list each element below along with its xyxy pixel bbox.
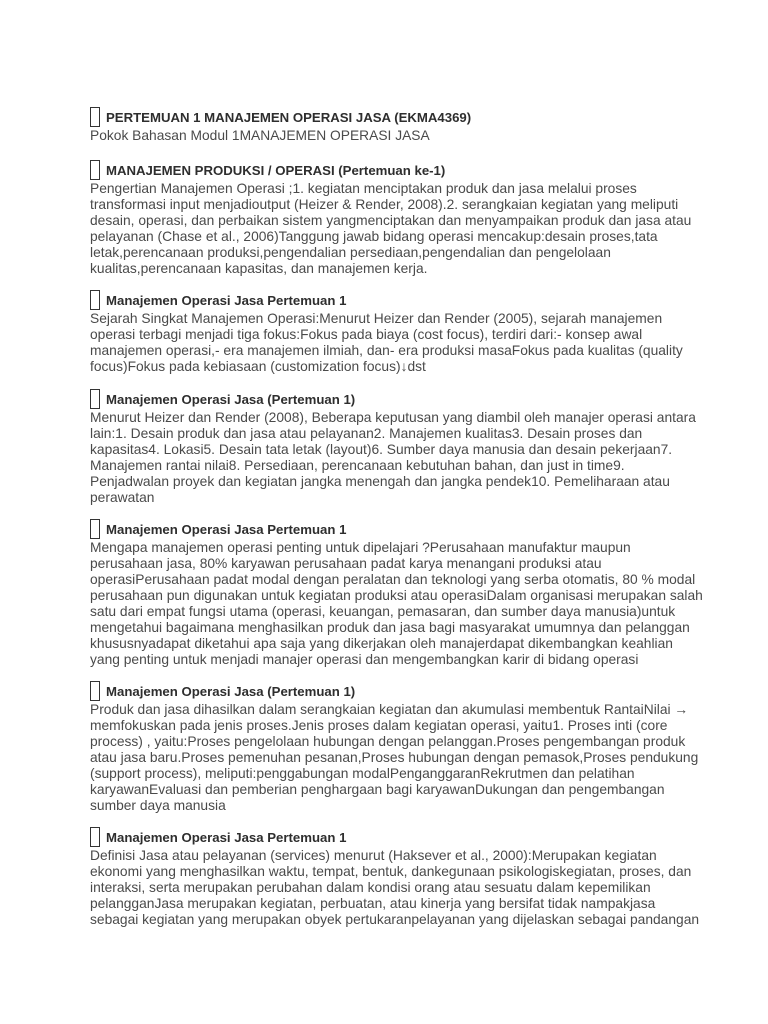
- missing-glyph-box-icon: [90, 107, 100, 127]
- paragraph-line: Mengapa manajemen operasi penting untuk dipelajari ?Perusahaan manufaktur maupun: [90, 540, 631, 555]
- paragraph-line: khususnyadapat diketahui apa saja yang dikerjakan oleh manajerdapat dikembangkan keahlian: [90, 636, 673, 651]
- paragraph-line: perusahaan pun digunakan untuk kegiatan produksi atau operasiDalam organisasi merupakan salah: [90, 588, 703, 603]
- paragraph-line: lain:1. Desain produk dan jasa atau pelayanan2. Manajemen kualitas3. Desain proses dan: [90, 426, 643, 441]
- paragraph-line: interaksi, serta merupakan perubahan dalam kondisi orang atau sesuatu dalam kepemilikan: [90, 880, 651, 895]
- paragraph-line: Manajemen rantai nilai8. Persediaan, perencanaan kebutuhan bahan, dan just in time9.: [90, 458, 625, 473]
- paragraph-line: sumber daya manusia: [90, 798, 226, 813]
- document-section: [90, 161, 730, 277]
- document-section: [90, 520, 730, 668]
- paragraph-line: sebagai kegiatan yang merupakan obyek pertukaranpelayanan yang dijelaskan sebagai pandangan: [90, 912, 700, 927]
- paragraph-line: (support process), meliputi:penggabungan modalPenganggaranRekrutmen dan pelatihan: [90, 766, 635, 781]
- missing-glyph-box-icon: [90, 160, 100, 180]
- paragraph-line: operasiPerusahaan padat modal dengan peralatan dan teknologi yang serba otomatis, 80 % modal: [90, 572, 696, 587]
- section-heading-text: Manajemen Operasi Jasa Pertemuan 1: [106, 293, 347, 308]
- paragraph-line: atau jasa baru.Proses pemenuhan pesanan,Proses hubungan dengan pemasok,Proses pendukung: [90, 750, 699, 765]
- section-heading: [90, 108, 730, 128]
- paragraph-line: desain, operasi, dan perbaikan sistem yangmenciptakan dan menyampaikan produk dan jasa atau: [90, 213, 692, 228]
- paragraph-line: Pokok Bahasan Modul 1MANAJEMEN OPERASI JASA: [90, 128, 430, 143]
- paragraph-line: perawatan: [90, 490, 155, 505]
- paragraph-line: focus)Fokus pada kebiasaan (customization focus)↓dst: [90, 359, 426, 374]
- document-section: [90, 390, 730, 506]
- paragraph-line: Produk dan jasa dihasilkan dalam serangkaian kegiatan dan akumulasi membentuk RantaiNilai →: [90, 702, 689, 717]
- document-section: [90, 828, 730, 928]
- paragraph-line: transformasi input menjadioutput (Heizer & Render, 2008).2. serangkaian kegiatan yang meliputi: [90, 197, 679, 212]
- paragraph-line: ekonomi yang menghasilkan waktu, tempat, bentuk, dankegunaan psikologiskegiatan, proses, dan: [90, 864, 692, 879]
- paragraph-line: Sejarah Singkat Manajemen Operasi:Menurut Heizer dan Render (2005), sejarah manajemen: [90, 311, 663, 326]
- section-heading: [90, 390, 730, 410]
- document-section: [90, 291, 730, 375]
- paragraph-line: pelayanan (Chase et al., 2006)Tanggung jawab bidang operasi mencakup:desain proses,tata: [90, 229, 658, 244]
- paragraph-line: manajemen operasi,- era manajemen ilmiah, dan- era produksi masaFokus pada kualitas (quality: [90, 343, 683, 358]
- paragraph-line: letak,perencanaan produksi,pengendalian persediaan,pengendalian dan pengelolaan: [90, 245, 611, 260]
- paragraph-line: operasi terbagi menjadi tiga fokus:Fokus pada biaya (cost focus), terdiri dari:- konsep awal: [90, 327, 643, 342]
- section-heading: [90, 291, 730, 311]
- missing-glyph-box-icon: [90, 827, 100, 847]
- paragraph-line: process) , yaitu:Proses pengelolaan hubungan dengan pelanggan.Proses pengembangan produk: [90, 734, 686, 749]
- paragraph-line: satu dari empat fungsi utama (operasi, keuangan, pemasaran, dan sumber daya manusia)untuk: [90, 604, 676, 619]
- paragraph-line: Definisi Jasa atau pelayanan (services) menurut (Haksever et al., 2000):Merupakan kegiatan: [90, 848, 657, 863]
- document-section: [90, 108, 730, 144]
- missing-glyph-box-icon: [90, 389, 100, 409]
- paragraph-line: Penjadwalan proyek dan kegiatan jangka menengah dan jangka pendek10. Pemeliharaan atau: [90, 474, 670, 489]
- paragraph-line: mengetahui bagaimana menghasilkan produk dan jasa bagi masyarakat umumnya dan pelanggan: [90, 620, 690, 635]
- section-heading: [90, 828, 730, 848]
- missing-glyph-box-icon: [90, 519, 100, 539]
- paragraph-line: Pengertian Manajemen Operasi ;1. kegiatan menciptakan produk dan jasa melalui proses: [90, 181, 637, 196]
- missing-glyph-box-icon: [90, 681, 100, 701]
- paragraph-line: memfokuskan pada jenis proses.Jenis proses dalam kegiatan operasi, yaitu1. Proses inti (core: [90, 718, 668, 733]
- section-heading: [90, 161, 730, 181]
- paragraph-line: kapasitas4. Lokasi5. Desain tata letak (layout)6. Sumber daya manusia dan desain pekerjaan7.: [90, 442, 673, 457]
- paragraph-line: perusahaan jasa, 80% karyawan perusahaan padat karya menangani produksi atau: [90, 556, 602, 571]
- section-heading: [90, 682, 730, 702]
- paragraph-line: Menurut Heizer dan Render (2008), Beberapa keputusan yang diambil oleh manajer operasi antara: [90, 410, 696, 425]
- missing-glyph-box-icon: [90, 290, 100, 310]
- document-section: [90, 682, 730, 814]
- paragraph-line: karyawanEvaluasi dan pemberian penghargaan bagi karyawanDukungan dan pengembangan: [90, 782, 665, 797]
- paragraph-line: pelangganJasa merupakan kegiatan, perbuatan, atau kinerja yang bersifat tidak nampakjasa: [90, 896, 656, 911]
- section-heading: [90, 520, 730, 540]
- section-heading-text: PERTEMUAN 1 MANAJEMEN OPERASI JASA (EKMA4369): [106, 110, 472, 125]
- section-heading-text: Manajemen Operasi Jasa Pertemuan 1: [106, 830, 347, 845]
- section-heading-text: Manajemen Operasi Jasa (Pertemuan 1): [106, 684, 356, 699]
- paragraph-line: yang penting untuk menjadi manajer operasi dan mengembangkan karir di bidang operasi: [90, 652, 639, 667]
- section-heading-text: Manajemen Operasi Jasa Pertemuan 1: [106, 522, 347, 537]
- section-heading-text: Manajemen Operasi Jasa (Pertemuan 1): [106, 392, 356, 407]
- paragraph-line: kualitas,perencanaan kapasitas, dan manajemen kerja.: [90, 261, 428, 276]
- section-heading-text: MANAJEMEN PRODUKSI / OPERASI (Pertemuan ke-1): [106, 163, 446, 178]
